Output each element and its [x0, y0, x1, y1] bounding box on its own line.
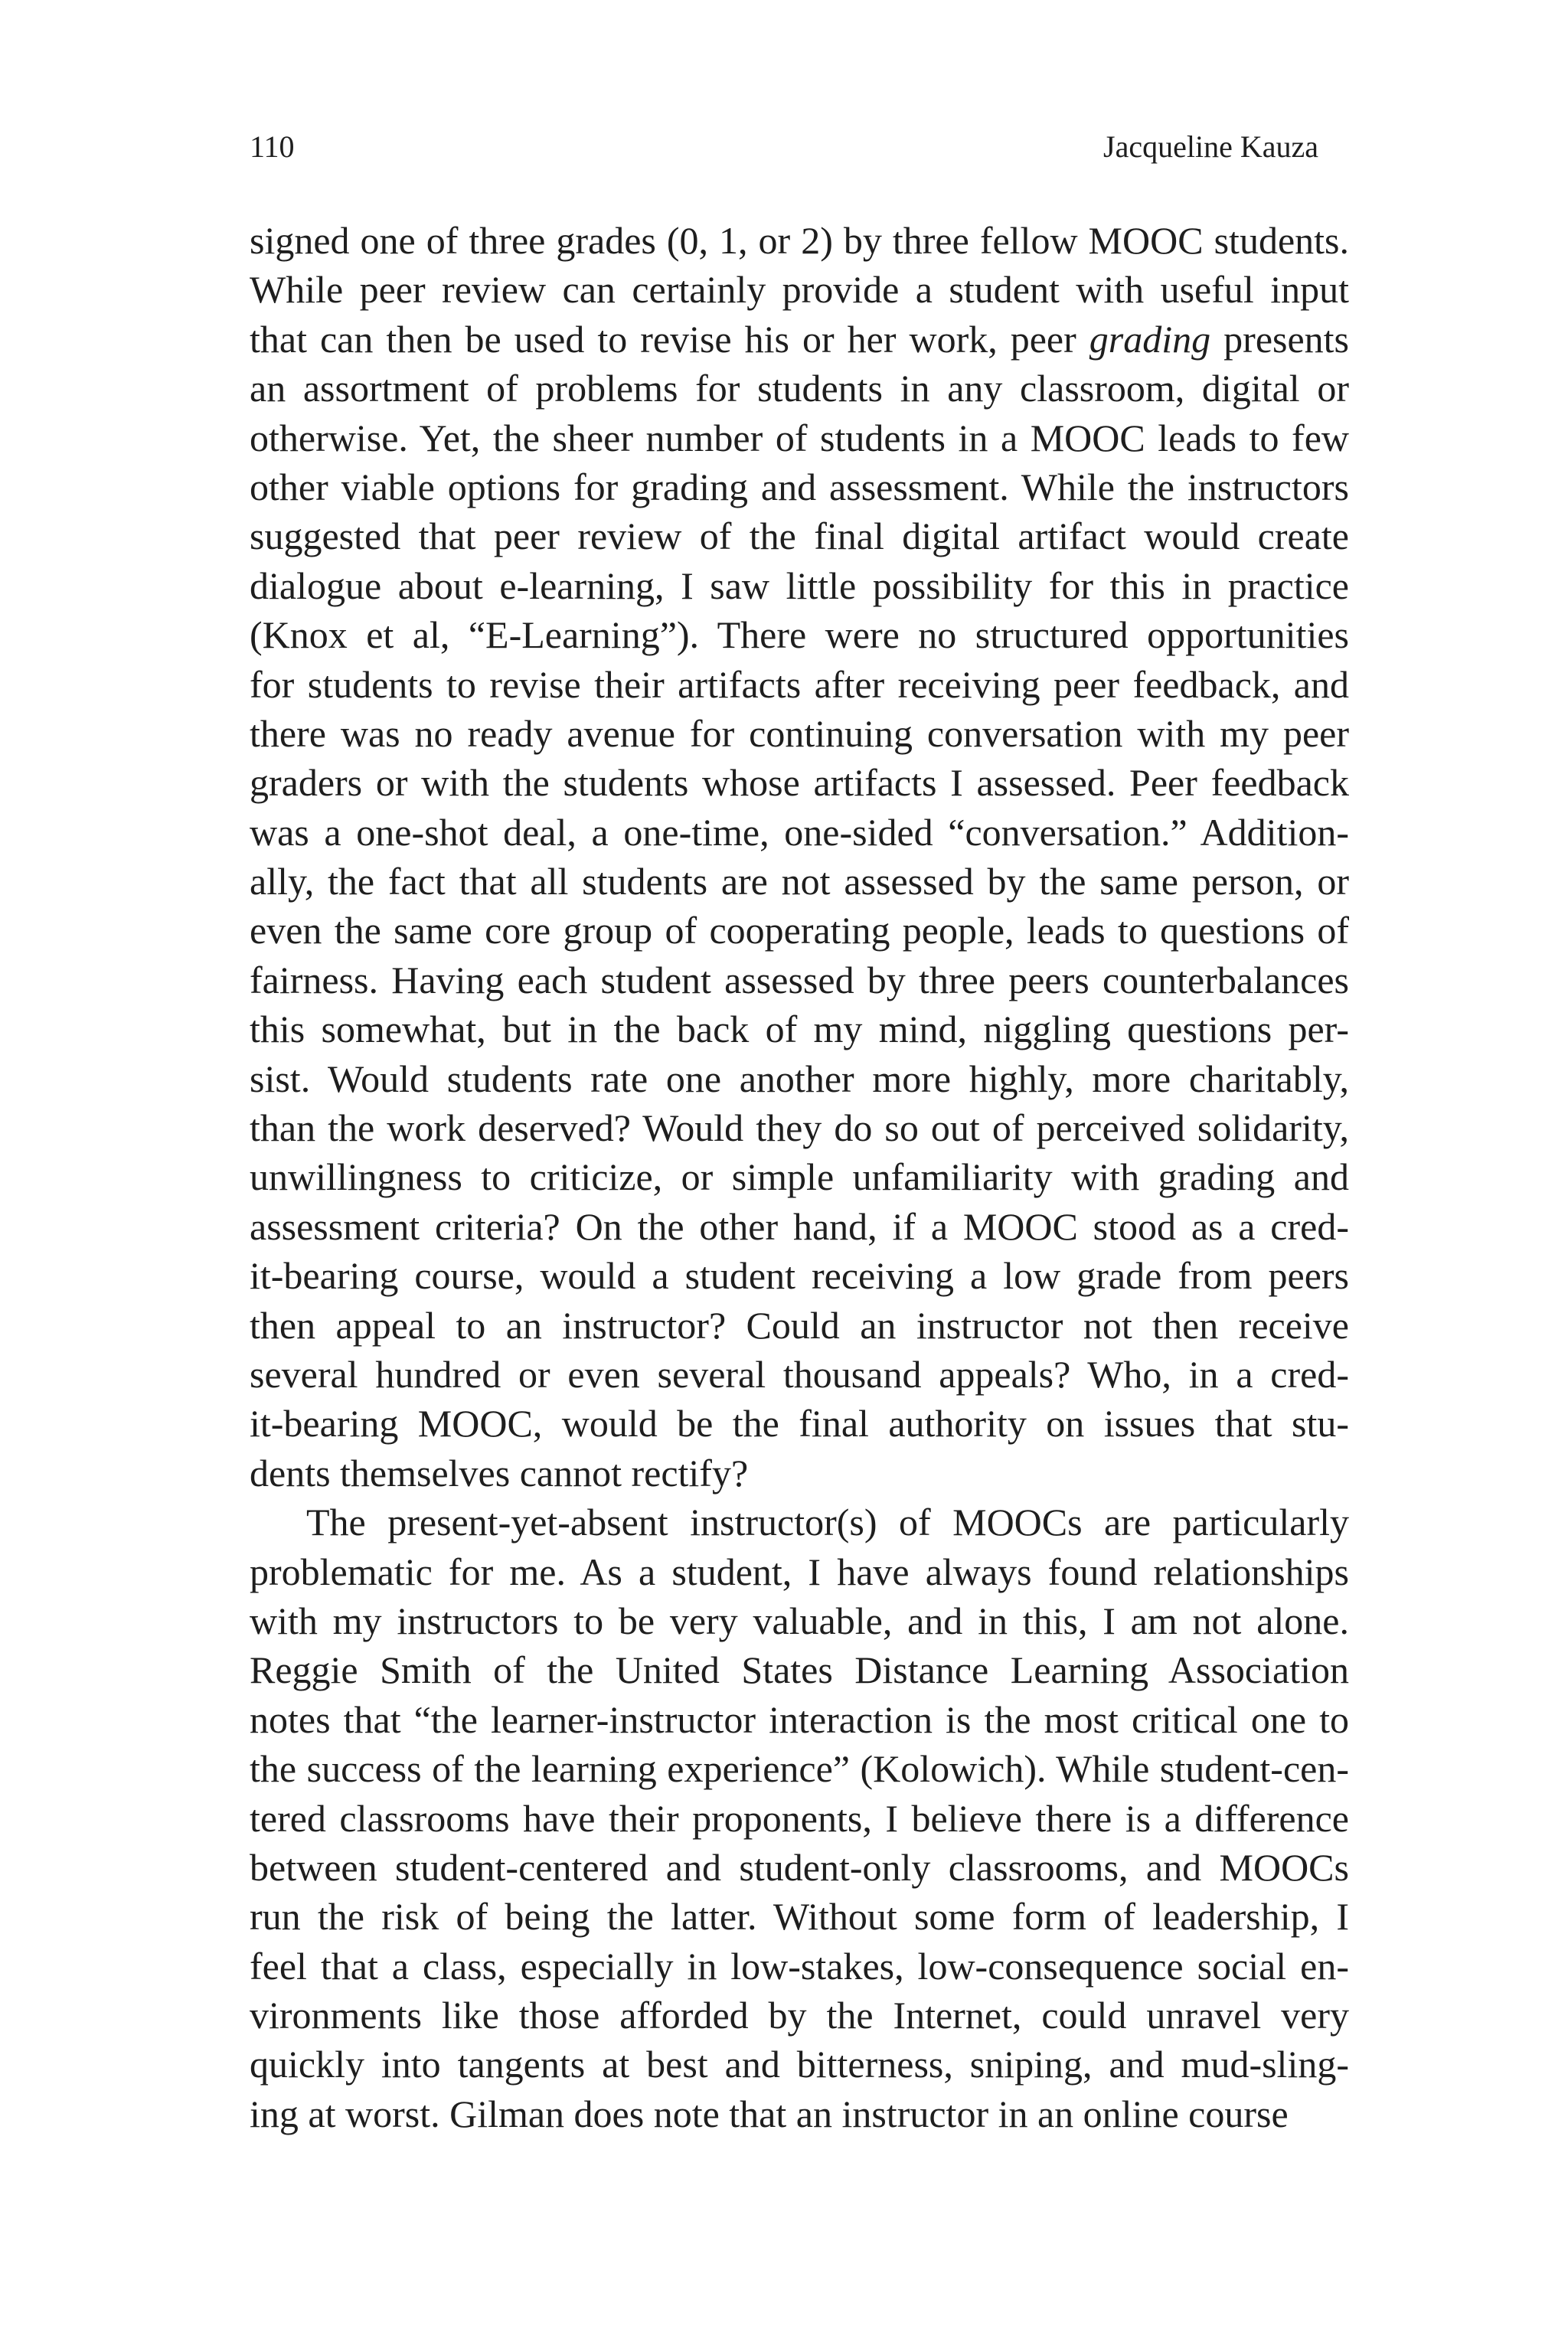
text-line: ally, the fact that all students are not assessed by the same person, or	[250, 860, 1349, 903]
text-line: it-bearing course, would a student receiving a low grade from peers	[250, 1254, 1349, 1298]
text-line: (Knox et al, “E-Learning”). There were no structured opportunities	[250, 613, 1349, 657]
text-line: sist. Would students rate one another more highly, more charitably,	[250, 1057, 1349, 1100]
text-line: this somewhat, but in the back of my mind, niggling questions per-	[250, 1008, 1349, 1051]
text-line: fairness. Having each student assessed by three peers counterbalances	[250, 958, 1349, 1001]
text-line: than the work deserved? Would they do so out of perceived solidarity,	[250, 1106, 1349, 1150]
text-line: the success of the learning experience” (Kolowich). While student-cen-	[250, 1747, 1349, 1791]
text-line: graders or with the students whose artifacts I assessed. Peer feedback	[250, 761, 1349, 805]
emphasis: grading	[1089, 317, 1211, 361]
text-line: there was no ready avenue for continuing conversation with my peer	[250, 711, 1349, 755]
text-line: even the same core group of cooperating people, leads to questions of	[250, 909, 1349, 952]
text-line: was a one-shot deal, a one-time, one-sided “conversation.” Addition-	[250, 810, 1349, 854]
text-line: several hundred or even several thousand appeals? Who, in a cred-	[250, 1352, 1349, 1396]
text-line: While peer review can certainly provide a student with useful input	[250, 268, 1349, 312]
text-line: feel that a class, especially in low-stakes, low-consequence social en-	[250, 1944, 1349, 1988]
text-line: an assortment of problems for students in any classroom, digital or	[250, 367, 1349, 410]
text-line: signed one of three grades (0, 1, or 2) by three fellow MOOC students.	[250, 219, 1349, 262]
text-line: with my instructors to be very valuable, and in this, I am not alone.	[250, 1599, 1349, 1642]
text-line: suggested that peer review of the final digital artifact would create	[250, 514, 1349, 558]
page-number: 110	[250, 129, 295, 164]
text-line: dents themselves cannot rectify?	[250, 1451, 749, 1494]
paragraph	[250, 216, 1349, 1498]
text-line: run the risk of being the latter. Without some form of leadership, I	[250, 1895, 1349, 1939]
text-line: Reggie Smith of the United States Distance Learning Association	[250, 1648, 1349, 1692]
paragraph	[250, 1498, 1349, 2138]
text-line: dialogue about e-learning, I saw little possibility for this in practice	[250, 564, 1349, 607]
text-line: The present-yet-absent instructor(s) of MOOCs are particularly	[306, 1501, 1349, 1544]
text-line: other viable options for grading and assessment. While the instructors	[250, 465, 1349, 508]
text-line: unwillingness to criticize, or simple unfamiliarity with grading and	[250, 1155, 1349, 1199]
running-head-author: Jacqueline Kauza	[1103, 129, 1318, 164]
text-line: quickly into tangents at best and bitterness, sniping, and mud-sling-	[250, 2043, 1349, 2086]
text-line: vironments like those afforded by the Internet, could unravel very	[250, 1994, 1349, 2037]
text-line: it-bearing MOOC, would be the final authority on issues that stu-	[250, 1402, 1349, 1446]
text-line: assessment criteria? On the other hand, if a MOOC stood as a cred-	[250, 1204, 1349, 1248]
text-line: otherwise. Yet, the sheer number of students in a MOOC leads to few	[250, 416, 1349, 459]
text-line: that can then be used to revise his or her work, peer grading presents	[250, 317, 1350, 361]
text-line: problematic for me. As a student, I have always found relationships	[250, 1550, 1349, 1593]
body-text	[250, 216, 1349, 2138]
text-line: notes that “the learner-instructor interaction is the most critical one to	[250, 1697, 1349, 1741]
running-head	[250, 124, 1318, 170]
text-line: between student-centered and student-only classrooms, and MOOCs	[250, 1845, 1349, 1889]
text-line: ing at worst. Gilman does note that an instructor in an online course	[250, 2092, 1289, 2135]
paragraphs	[250, 216, 1349, 2138]
text-line: then appeal to an instructor? Could an instructor not then receive	[250, 1303, 1349, 1347]
text-line: for students to revise their artifacts after receiving peer feedback, and	[250, 662, 1349, 706]
text-line: tered classrooms have their proponents, I believe there is a difference	[250, 1796, 1349, 1840]
